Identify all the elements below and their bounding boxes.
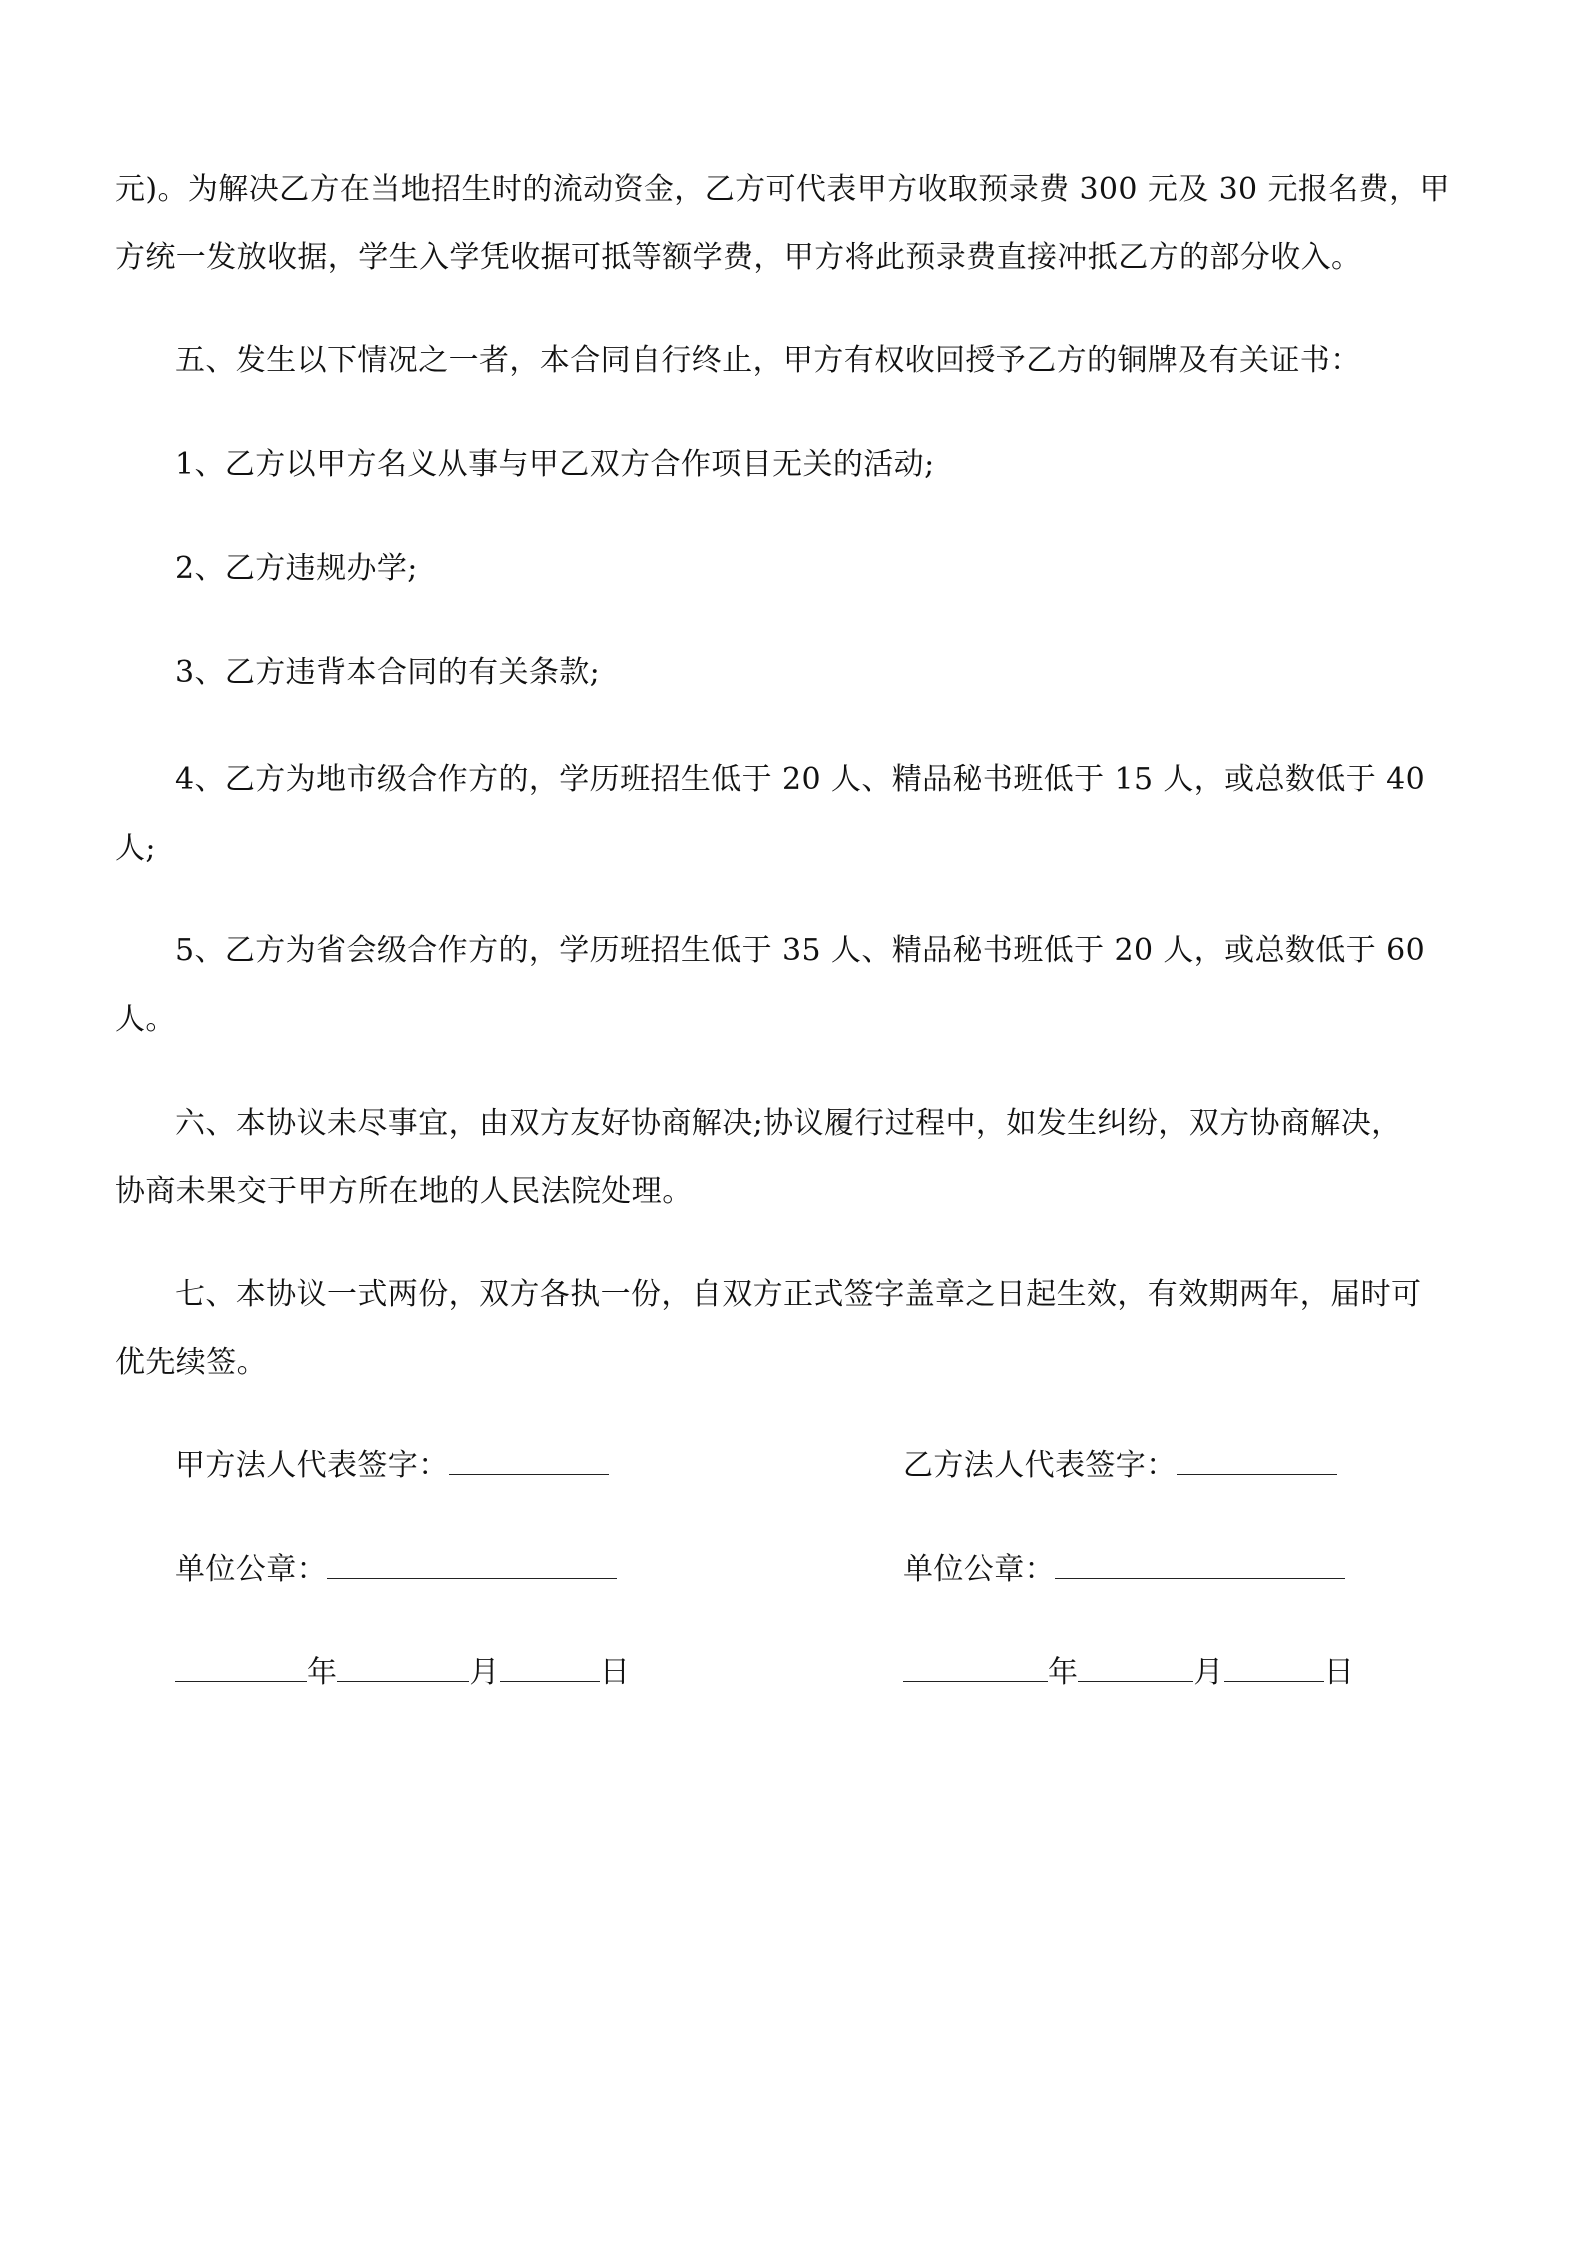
list-item-continuation: 人。 [115,1002,176,1037]
clause-paragraph: 六、本协议未尽事宜，由双方友好协商解决;协议履行过程中，如发生纠纷，双方协商解决， [175,1106,1402,1141]
party-a-seal [175,1552,617,1588]
month-blank [1078,1655,1193,1682]
seal-label: 单位公章： [175,1552,327,1587]
list-item-continuation: 人; [115,831,156,866]
year-blank [903,1655,1048,1682]
paragraph-line: 方统一发放收据，学生入学凭收据可抵等额学费，甲方将此预录费直接冲抵乙方的部分收入。 [115,240,1362,275]
party-a-date [175,1655,630,1691]
paragraph-line: 元)。为解决乙方在当地招生时的流动资金，乙方可代表甲方收取预录费 300 元及 30 元报名费，甲 [115,172,1450,207]
clause-heading: 五、发生以下情况之一者，本合同自行终止，甲方有权收回授予乙方的铜牌及有关证书： [175,343,1361,378]
signature-blank [1177,1448,1337,1475]
clause-paragraph: 七、本协议一式两份，双方各执一份，自双方正式签字盖章之日起生效，有效期两年，届时可 [175,1277,1422,1312]
list-item: 1、乙方以甲方名义从事与甲乙双方合作项目无关的活动; [175,447,935,482]
list-item: 4、乙方为地市级合作方的，学历班招生低于 20 人、精品秘书班低于 15 人，或总数低于 40 [175,762,1426,797]
year-label: 年 [307,1655,338,1690]
seal-label: 单位公章： [903,1552,1055,1587]
month-label: 月 [1193,1655,1224,1690]
clause-paragraph: 优先续签。 [115,1345,267,1380]
signature-label: 甲方法人代表签字： [175,1448,449,1483]
list-item: 3、乙方违背本合同的有关条款; [175,655,601,690]
day-label: 日 [1323,1655,1355,1690]
month-blank [337,1655,469,1682]
party-a-representative-signature [175,1448,609,1484]
party-b-seal [903,1552,1345,1588]
clause-paragraph: 协商未果交于甲方所在地的人民法院处理。 [115,1174,693,1209]
day-blank [1224,1655,1324,1682]
seal-blank [327,1552,617,1579]
list-item: 2、乙方违规办学; [175,551,418,586]
list-item: 5、乙方为省会级合作方的，学历班招生低于 35 人、精品秘书班低于 20 人，或总数低于 60 [175,933,1426,968]
signature-blank [449,1448,609,1475]
party-b-representative-signature [903,1448,1337,1484]
day-blank [500,1655,600,1682]
year-label: 年 [1048,1655,1079,1690]
party-b-date [903,1655,1354,1691]
year-blank [175,1655,307,1682]
month-label: 月 [469,1655,500,1690]
signature-label: 乙方法人代表签字： [903,1448,1177,1483]
seal-blank [1055,1552,1345,1579]
day-label: 日 [599,1655,631,1690]
